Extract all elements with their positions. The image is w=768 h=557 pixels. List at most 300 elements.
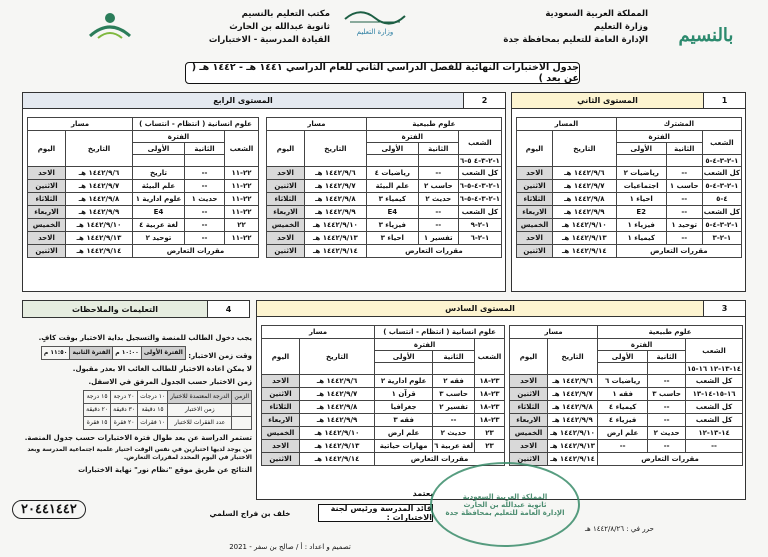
cell-first: E2 (616, 206, 666, 219)
issue-date: حرر في : ١٤٤٢/٨/٢٦ هـ (585, 525, 654, 533)
cell-day: الاحد (262, 375, 300, 388)
col-date: التاريخ (553, 131, 617, 167)
table-row (262, 388, 505, 401)
cell-second: -- (666, 193, 702, 206)
panel-label: المستوى الثاني (512, 93, 703, 108)
instructions-list (22, 330, 252, 478)
duration-col: ١٠ درجات (138, 391, 168, 404)
sections-value: ١-٢-٣-٤-٥ (702, 155, 741, 167)
cell-day: الثلاثاء (28, 193, 66, 206)
cell-date: ١٤٤٢/٩/٦ هـ (548, 375, 598, 388)
cell-second: تفسير ١ (418, 232, 458, 245)
cell-second: -- (418, 206, 458, 219)
cell-second: حاسب ١ (666, 180, 702, 193)
table-row (28, 219, 259, 232)
panel-label: التعليمات والملاحظات (23, 301, 207, 317)
cell-first: احياء ٣ (366, 232, 418, 245)
logo-word: بالنسيم (678, 24, 734, 46)
col-sections: الشعب (475, 339, 505, 375)
duration-cell: زمن الاختبار (168, 404, 232, 417)
col-first: الأولى (366, 143, 418, 155)
cell-day: الاثنين (517, 245, 553, 258)
col-first: الأولى (375, 351, 433, 363)
cell-date: ١٤٤٢/٩/٧ هـ (548, 388, 598, 401)
cell-second: -- (418, 219, 458, 232)
cell-second: فقه ٢ (433, 375, 475, 388)
cell-day: الثلاثاء (517, 193, 553, 206)
cell-date: ١٤٤٢/٩/١٤ هـ (553, 245, 617, 258)
cell-first: كيمياء ١ (616, 232, 666, 245)
cell-first: علم ارض (375, 427, 433, 440)
cell-second: حديث ٢ (648, 427, 686, 440)
cell-date: ١٤٤٢/٩/٩ هـ (305, 206, 367, 219)
cell-second: حاسب ٣ (648, 388, 686, 401)
cell-sec: ٢٢ (225, 219, 259, 232)
table-row (517, 245, 742, 258)
table-row (262, 453, 505, 466)
cell-day: الاثنين (517, 180, 553, 193)
cell-day: الاحد (510, 375, 548, 388)
cell-first: فقه ١ (598, 388, 648, 401)
second-period-label: الفترة الثانية (70, 347, 113, 360)
table-row (267, 167, 502, 180)
note-item (22, 346, 252, 361)
col-first: الأولى (133, 143, 185, 155)
cell-date: ١٤٤٢/٩/٨ هـ (66, 193, 133, 206)
cell-first: فقه ٣ (375, 414, 433, 427)
panel-number: 2 (463, 93, 505, 108)
cell-second: حديث ١ (185, 193, 225, 206)
cell-sec: كل الشعب (458, 206, 501, 219)
col-sections: الشعب (702, 131, 741, 155)
school-emblem-icon (80, 8, 140, 44)
table-row (517, 193, 742, 206)
header-right-line: وزارة التعليم (594, 22, 648, 32)
cell-date: ١٤٤٢/٩/١٠ هـ (548, 427, 598, 440)
note-item: تستمر الدراسة عن بعد طوال فترة الاختبارات حسب جدول المنصة. (24, 434, 252, 442)
ministry-logo-text: وزارة التعليم (356, 28, 394, 36)
cell-date: ١٤٤٢/٩/١٤ هـ (305, 245, 367, 258)
header-left-line: مكتب التعليم بالنسيم (241, 9, 330, 19)
cell-day: الخميس (267, 219, 305, 232)
cell-sec: ٢٢-١١ (225, 232, 259, 245)
track-label: المسار (517, 118, 617, 131)
note-item: يجب دخول الطالب للمنصة والتسجيل بداية الاختبار بوقت كافٍ. (38, 334, 252, 342)
cell-day: الاحد (28, 167, 66, 180)
stamp-line: ثانوية عبدالله بن الحارث (463, 500, 547, 509)
cell-second: -- (648, 401, 686, 414)
cell-date: ١٤٤٢/٩/٦ هـ (300, 375, 375, 388)
cell-sec: كل الشعب (458, 167, 501, 180)
cell-sec: ٤-٥ (702, 193, 741, 206)
cell-first: فيزياء ٤ (598, 414, 648, 427)
cell-first: مقررات التعارض (616, 245, 741, 258)
cell-first: جغرافيا (375, 401, 433, 414)
naseem-logo (656, 10, 756, 60)
cell-first: مقررات التعارض (133, 245, 259, 258)
cell-first: -- (598, 440, 648, 453)
cell-second: -- (433, 414, 475, 427)
col-day: اليوم (517, 131, 553, 167)
header-right-block (468, 8, 648, 47)
cell-sec: ٢٣ (475, 440, 505, 453)
cell-date: ١٤٤٢/٩/١٤ هـ (548, 453, 598, 466)
table-row (510, 388, 743, 401)
time-table (41, 346, 186, 360)
header-left-line: القيادة المدرسية - الاختبارات (208, 35, 330, 45)
col-sections: الشعب (458, 131, 501, 155)
cell-second: -- (185, 219, 225, 232)
cell-date: ١٤٤٢/٩/١٤ هـ (300, 453, 375, 466)
cell-sec: ٢٢-١١ (225, 180, 259, 193)
cell-day: الاحد (262, 440, 300, 453)
panel-header (257, 301, 745, 317)
col-day: اليوم (262, 339, 300, 375)
cell-date: ١٤٤٢/٩/٩ هـ (548, 414, 598, 427)
cell-day: الاحد (517, 167, 553, 180)
cell-second: -- (185, 167, 225, 180)
cell-day: الاثنين (510, 388, 548, 401)
cell-second: -- (648, 414, 686, 427)
cell-sec: كل الشعب (686, 401, 743, 414)
table-row (262, 440, 505, 453)
table-row (517, 167, 742, 180)
table-row (510, 427, 743, 440)
cell-sec: ٢٢-١١ (225, 206, 259, 219)
track-value: المشترك (616, 118, 741, 131)
duration-table (83, 390, 252, 430)
cell-second: -- (185, 180, 225, 193)
table-row (262, 414, 505, 427)
cell-date: ١٤٤٢/٩/٦ هـ (305, 167, 367, 180)
principal-title: قائد المدرسة ورئيس لجنة الاختبارات : (318, 504, 433, 522)
col-second: الثانية (433, 351, 475, 363)
duration-cell: ١٥ دقيقة (138, 404, 168, 417)
cell-day: الاثنين (267, 245, 305, 258)
table-row (28, 206, 259, 219)
cell-day: الاثنين (28, 180, 66, 193)
cell-date: ١٤٤٢/٩/٧ هـ (553, 180, 617, 193)
cell-day: الخميس (28, 219, 66, 232)
track-label: مسار (28, 118, 133, 131)
cell-sec: ٢٣-١٨ (475, 388, 505, 401)
col-day: اليوم (267, 131, 305, 167)
duration-cell: ٣٠ دقيقة (111, 404, 138, 417)
cell-second: -- (648, 375, 686, 388)
cell-first: علم ارض (598, 427, 648, 440)
table-row (267, 219, 502, 232)
track-label: مسار (262, 326, 375, 339)
col-period: الفترة (598, 339, 686, 351)
cell-date: ١٤٤٢/٩/٧ هـ (300, 388, 375, 401)
col-second: الثانية (666, 143, 702, 155)
col-first: الأولى (598, 351, 648, 363)
table-row (510, 453, 743, 466)
table-row (267, 245, 502, 258)
cell-date: ١٤٤٢/٩/١٣ هـ (553, 232, 617, 245)
cell-day: الاثنين (510, 453, 548, 466)
schedule-table-humanities (27, 117, 259, 258)
cell-first: كيمياء ٣ (366, 193, 418, 206)
cell-day: الاربعاء (510, 414, 548, 427)
cell-first: لغة عربية ٤ (133, 219, 185, 232)
stamp-line: الإدارة العامة للتعليم بمحافظة جدة (445, 508, 565, 517)
cell-sec: كل الشعب (686, 375, 743, 388)
table-row (267, 206, 502, 219)
cell-day: الاثنين (267, 180, 305, 193)
note-item: من يوجد لديها اختبارين في نفس الوقت اختيار علمية اجتماعية المدرسة وبعد الاختبار في اليوم المحدد لمقررات التعارض. (27, 446, 252, 461)
cell-first: قرآن ١ (375, 388, 433, 401)
table-row (28, 245, 259, 258)
panel-level-2 (511, 92, 746, 292)
cell-day: الخميس (510, 427, 548, 440)
table-row (28, 232, 259, 245)
table-row (262, 401, 505, 414)
panel-number: 1 (703, 93, 745, 108)
cell-sec: ١-٢-٣-٤-٥ (702, 219, 741, 232)
table-row (267, 180, 502, 193)
cell-first: توحيد ٢ (133, 232, 185, 245)
table-row (28, 193, 259, 206)
panel-instructions-header (22, 300, 250, 318)
cell-sec: ٢٣-١٨ (475, 375, 505, 388)
panel-label: المستوى السادس (257, 301, 703, 316)
cell-sec: ٢٢-١١ (225, 193, 259, 206)
cell-first: تاريخ (133, 167, 185, 180)
cell-second: -- (666, 232, 702, 245)
col-date: التاريخ (300, 339, 375, 375)
cell-first: كيمياء ٤ (598, 401, 648, 414)
cell-date: ١٤٤٢/٩/٦ هـ (553, 167, 617, 180)
second-period-time: ١١:٥٠ م (41, 347, 70, 360)
header-left-block (180, 8, 330, 47)
cell-first: رياضيات ٦ (598, 375, 648, 388)
cell-date: ١٤٤٢/٩/١٠ هـ (66, 219, 133, 232)
duration-cell: ٢٠ فقرة (111, 417, 138, 430)
cell-date: ١٤٤٢/٩/٩ هـ (66, 206, 133, 219)
cell-sec: ١-٢-٣ (702, 232, 741, 245)
table-row (510, 401, 743, 414)
cell-second: حاسب ٢ (418, 180, 458, 193)
col-second: الثانية (648, 351, 686, 363)
panel-number: 3 (703, 301, 745, 316)
cell-first: علوم ادارية ٢ (375, 375, 433, 388)
cell-date: ١٤٤٢/٩/١٣ هـ (300, 440, 375, 453)
cell-date: ١٤٤٢/٩/٧ هـ (305, 180, 367, 193)
col-second: الثانية (418, 143, 458, 155)
ministry-logo (330, 4, 420, 54)
schedule-table (516, 117, 742, 258)
first-period-label: الفترة الأولى (141, 347, 185, 360)
duration-cell: عدد الفقرات للاختبار (168, 417, 232, 430)
cell-date: ١٤٤٢/٩/١٣ هـ (305, 232, 367, 245)
cell-sec: ٢٣-١٨ (475, 414, 505, 427)
col-date: التاريخ (548, 339, 598, 375)
cell-day: الاحد (510, 440, 548, 453)
cell-first: علم البيئة (133, 180, 185, 193)
table-row (510, 440, 743, 453)
table-row (510, 375, 743, 388)
sections-value: ١٤-١٣-١٢ ١٦-١٥ (687, 364, 741, 373)
header-right-line: المملكة العربية السعودية (545, 9, 648, 19)
cell-first: مهارات حياتية (375, 440, 433, 453)
cell-day: الاثنين (262, 453, 300, 466)
table-row (510, 414, 743, 427)
cell-sec: ١-٢-٩ (458, 219, 501, 232)
cell-first: مقررات التعارض (366, 245, 501, 258)
panel-label: المستوى الرابع (23, 93, 463, 108)
schedule-table-humanities (261, 325, 505, 466)
duration-head: الزمن (232, 391, 252, 404)
cell-sec: كل الشعب (702, 206, 741, 219)
col-date: التاريخ (305, 131, 367, 167)
col-period: الفترة (133, 131, 225, 143)
col-first: الأولى (616, 143, 666, 155)
col-day: اليوم (510, 339, 548, 375)
table-row (262, 375, 505, 388)
note-item: زمن الاختبار حسب الجدول المرفق في الاسفل. (88, 378, 252, 386)
approve-label: يعتمد (412, 488, 434, 498)
cell-second: -- (185, 232, 225, 245)
col-date: التاريخ (66, 131, 133, 167)
cell-date: ١٤٤٢/٩/٧ هـ (66, 180, 133, 193)
header-left-line: ثانوية عبدالله بن الحارث (229, 22, 330, 32)
cell-day: الثلاثاء (262, 401, 300, 414)
duration-col: ٢٠ درجة (111, 391, 138, 404)
cell-first: مقررات التعارض (375, 453, 505, 466)
table-row (517, 232, 742, 245)
first-period-time: ١٠:٠٠ م (113, 347, 142, 360)
col-period: الفترة (616, 131, 702, 143)
cell-sec: ١٦-١٥-١٤-١٣ (686, 388, 743, 401)
cell-sec: ٢٣-١٨ (475, 401, 505, 414)
cell-second: -- (418, 167, 458, 180)
cell-date: ١٤٤٢/٩/٨ هـ (300, 401, 375, 414)
schedule-table-natural (509, 325, 743, 466)
cell-first: رياضيات ٤ (366, 167, 418, 180)
cell-day: الاحد (517, 232, 553, 245)
col-period: الفترة (366, 131, 458, 143)
cell-day: الثلاثاء (510, 401, 548, 414)
track-value: علوم انسانية ( انتظام - انتساب ) (133, 118, 259, 131)
cell-second: حديث ٢ (433, 427, 475, 440)
cell-day: الاثنين (262, 388, 300, 401)
designer-credit: تصميم و اعداد : أ / صالح بن سفر - 2021 (229, 543, 351, 551)
cell-sec: ١-٢-٣-٤-٥-٦ (458, 180, 501, 193)
cell-sec: كل الشعب (686, 414, 743, 427)
handwritten-note: ٢٠٤٤١٤٤٢ (12, 500, 86, 519)
page-title: جدول الاختبارات النهائية للفصل الدراسي الثاني للعام الدراسي ١٤٤١ هـ - ١٤٤٢ هـ ( عن بعد ) (185, 62, 580, 84)
cell-date: ١٤٤٢/٩/١٠ هـ (300, 427, 375, 440)
cell-date: ١٤٤٢/٩/٨ هـ (305, 193, 367, 206)
cell-second: -- (666, 206, 702, 219)
cell-date: ١٤٤٢/٩/١٠ هـ (305, 219, 367, 232)
panel-header (512, 93, 745, 109)
calligraphy-icon (340, 4, 410, 26)
cell-date: ١٤٤٢/٩/٨ هـ (553, 193, 617, 206)
col-sections: الشعب (225, 131, 259, 167)
cell-day: الخميس (262, 427, 300, 440)
cell-second: -- (666, 167, 702, 180)
track-value: علوم طبيعية (598, 326, 743, 339)
panel-header (23, 301, 249, 317)
school-stamp (430, 462, 580, 547)
col-period: الفترة (375, 339, 475, 351)
table-row (517, 206, 742, 219)
duration-cell: ١٠ فقرات (138, 417, 168, 430)
cell-sec: ٢٢-١١ (225, 167, 259, 180)
track-label: مسار (267, 118, 367, 131)
cell-date: ١٤٤٢/٩/٩ هـ (300, 414, 375, 427)
cell-sec: ٢٣ (475, 427, 505, 440)
col-second: الثانية (185, 143, 225, 155)
track-value: علوم طبيعية (366, 118, 501, 131)
cell-second: -- (185, 206, 225, 219)
cell-sec: -- (686, 440, 743, 453)
header-right-line: الإدارة العامة للتعليم بمحافظة جدة (503, 35, 648, 45)
cell-day: الاثنين (28, 245, 66, 258)
cell-first: علوم ادارية ١ (133, 193, 185, 206)
cell-second: حديث ٢ (418, 193, 458, 206)
cell-day: الاحد (28, 232, 66, 245)
cell-day: الاربعاء (262, 414, 300, 427)
duration-col: الدرجة المعتمدة للاختبار (168, 391, 232, 404)
duration-cell: ١٥ فقرة (84, 417, 111, 430)
cell-first: احياء ١ (616, 193, 666, 206)
schedule-table-natural (266, 117, 502, 258)
cell-date: ١٤٤٢/٩/١٣ هـ (548, 440, 598, 453)
cell-day: الاربعاء (517, 206, 553, 219)
cell-day: الاربعاء (28, 206, 66, 219)
table-row (267, 232, 502, 245)
note-item: لا يمكن اعادة الاختبار للطالب الغائب الا بعذر مقبول. (72, 365, 252, 373)
note-text: وقت زمن الاختبار: (188, 352, 252, 360)
cell-first: علم البيئة (366, 180, 418, 193)
cell-day: الاحد (267, 232, 305, 245)
cell-second: تفسير ٢ (433, 401, 475, 414)
cell-first: E4 (366, 206, 418, 219)
cell-date: ١٤٤٢/٩/٩ هـ (553, 206, 617, 219)
table-row (262, 427, 505, 440)
table-row (267, 193, 502, 206)
col-day: اليوم (28, 131, 66, 167)
cell-sec: ١٤-١٣-١٢ (686, 427, 743, 440)
panel-level-4 (22, 92, 506, 292)
principal-name: خلف بن فراج السلمي (209, 508, 291, 518)
cell-sec: ١-٢-٦ (458, 232, 501, 245)
cell-date: ١٤٤٢/٩/٦ هـ (66, 167, 133, 180)
cell-date: ١٤٤٢/٩/٨ هـ (548, 401, 598, 414)
duration-col: ١٥ درجة (84, 391, 111, 404)
cell-day: الاربعاء (267, 206, 305, 219)
cell-sec: كل الشعب (702, 167, 741, 180)
cell-first: E4 (133, 206, 185, 219)
track-label: مسار (510, 326, 598, 339)
note-item: النتائج عن طريق موقع "نظام نور" نهاية الاختبارات (78, 466, 252, 474)
cell-second: لغة عربية ٦ (433, 440, 475, 453)
table-row (517, 180, 742, 193)
panel-number: 4 (207, 301, 249, 317)
duration-cell: ٢٠ دقيقة (84, 404, 111, 417)
cell-day: الخميس (517, 219, 553, 232)
cell-second: -- (648, 440, 686, 453)
cell-first: اجتماعيات (616, 180, 666, 193)
cell-second: توحيد ١ (666, 219, 702, 232)
stamp-line: المملكة العربية السعودية (462, 492, 548, 501)
cell-first: فيزياء ١ (616, 219, 666, 232)
cell-date: ١٤٤٢/٩/١٣ هـ (66, 232, 133, 245)
cell-date: ١٤٤٢/٩/١٤ هـ (66, 245, 133, 258)
